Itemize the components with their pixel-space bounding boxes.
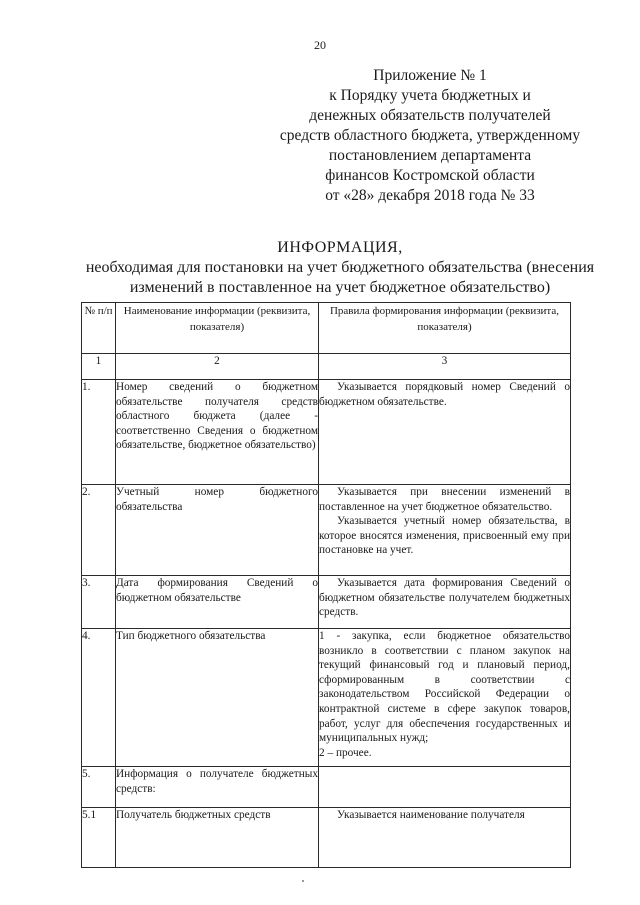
column-number: 1 — [82, 354, 116, 380]
column-number: 3 — [319, 354, 571, 380]
row-rules — [319, 767, 571, 808]
header-num: № п/п — [82, 303, 116, 354]
row-name: Дата формирования Сведений о бюджетном обязательстве — [116, 576, 319, 629]
rule-paragraph: 2 – прочее. — [319, 746, 372, 759]
row-rules — [319, 485, 571, 576]
title-subtitle-line: изменений в поставленное на учет бюджетное обязательство) — [129, 279, 551, 296]
column-number-row — [82, 354, 571, 380]
rule-paragraph: Указывается наименование получателя — [337, 809, 525, 821]
row-number: 4. — [82, 629, 116, 767]
row-name: Получатель бюджетных средств — [116, 808, 319, 868]
rule-paragraph: 1 - закупка, если бюджетное обязательство возникло в соответствии с планом закупок на текущий финансовый год и плановый период, сформированным в соответствии с законодательством Российской Федерации о контрактной системе в сфере закупок товаров, работ, услуг для обеспечения государственных и муниципальных нужд; — [319, 630, 570, 745]
row-name: Информация о получателе бюджетных средств: — [116, 767, 319, 808]
row-number: 3. — [82, 576, 116, 629]
rule-paragraph: Указывается дата формирования Сведений о бюджетном обязательстве получателем бюджетных средств. — [319, 577, 570, 619]
appendix-line: к Порядку учета бюджетных и — [329, 87, 531, 104]
row-name: Номер сведений о бюджетном обязательстве получателя средств областного бюджета (далее - соответственно Сведения о бюджетном обязательстве, бюджетное обязательство) — [116, 380, 319, 485]
row-number: 5. — [82, 767, 116, 808]
row-number: 5.1 — [82, 808, 116, 868]
table-row — [82, 808, 571, 868]
row-number: 2. — [82, 485, 116, 576]
row-rules — [319, 808, 571, 868]
rule-paragraph: Указывается при внесении изменений в поставленное на учет бюджетное обязательство. — [319, 486, 570, 513]
appendix-line: финансов Костромской области — [325, 167, 535, 184]
table-row — [82, 485, 571, 576]
table-row — [82, 576, 571, 629]
information-table — [81, 302, 571, 868]
rule-paragraph: Указывается порядковый номер Сведений о бюджетном обязательстве. — [319, 381, 570, 408]
row-number: 1. — [82, 380, 116, 485]
page-number: 20 — [314, 38, 326, 52]
appendix-line: Приложение № 1 — [373, 67, 487, 84]
header-rules: Правила формирования информации (реквизита, показателя) — [319, 303, 571, 354]
header-name: Наименование информации (реквизита, показателя) — [116, 303, 319, 354]
row-name: Учетный номер бюджетного обязательства — [116, 485, 319, 576]
appendix-line: средств областного бюджета, утвержденному — [279, 127, 581, 144]
document-title — [60, 238, 620, 298]
table-header-row — [82, 303, 571, 354]
appendix-line: от «28» декабря 2018 года № 33 — [325, 187, 535, 204]
row-rules — [319, 576, 571, 629]
appendix-line: постановлением департамента — [328, 147, 532, 164]
row-rules — [319, 380, 571, 485]
table-row — [82, 767, 571, 808]
appendix-block — [265, 66, 595, 206]
row-name: Тип бюджетного обязательства — [116, 629, 319, 767]
appendix-line: денежных обязательств получателей — [309, 107, 551, 124]
scan-artifact — [302, 880, 304, 882]
column-number: 2 — [116, 354, 319, 380]
rule-paragraph: Указывается учетный номер обязательства, в которое вносятся изменения, присвоенный ему при постановке на учет. — [319, 515, 570, 557]
title-subtitle-line: необходимая для постановки на учет бюджетного обязательства (внесения — [85, 259, 595, 276]
row-rules — [319, 629, 571, 767]
table-row — [82, 380, 571, 485]
title-heading: ИНФОРМАЦИЯ, — [277, 239, 403, 256]
table-row — [82, 629, 571, 767]
